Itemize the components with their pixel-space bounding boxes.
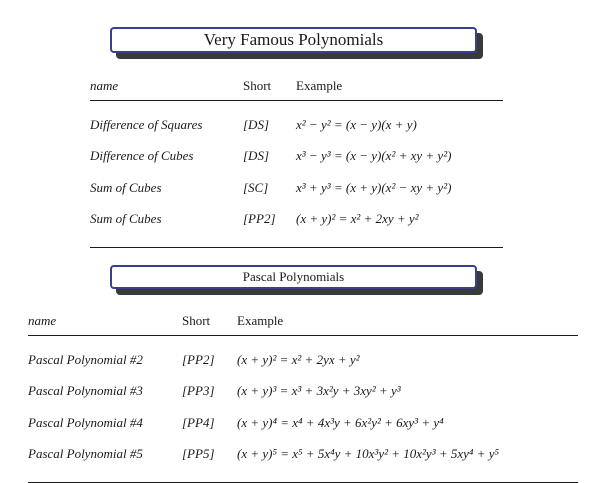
- row-short: [PP2]: [182, 351, 215, 367]
- table2-header-short: Short: [182, 313, 211, 328]
- row-name: Difference of Squares: [90, 116, 203, 132]
- row-short: [DS]: [243, 116, 270, 132]
- table-row: [28, 439, 578, 471]
- table-row: [90, 204, 503, 236]
- table2-header-row: [28, 311, 578, 336]
- row-example: x² − y² = (x − y)(x + y): [296, 116, 417, 132]
- row-short: [PP2]: [243, 211, 276, 227]
- row-example: (x + y)² = x² + 2xy + y²: [296, 211, 419, 227]
- row-name: Difference of Cubes: [90, 148, 194, 164]
- table2-spacer: [28, 336, 578, 345]
- row-example: (x + y)⁵ = x⁵ + 5x⁴y + 10x³y² + 10x²y³ + 5xy⁴ + y⁵: [237, 446, 499, 462]
- row-short: [DS]: [243, 148, 270, 164]
- table1-title-text: Very Famous Polynomials: [203, 30, 384, 49]
- row-name: Pascal Polynomial #2: [28, 351, 143, 367]
- row-short: [SC]: [243, 179, 269, 195]
- row-example: x³ − y³ = (x − y)(x² + xy + y²): [296, 148, 452, 164]
- table1-header-short: Short: [243, 78, 272, 93]
- table-row: [90, 141, 503, 173]
- row-example: (x + y)³ = x³ + 3x²y + 3xy² + y³: [237, 383, 401, 399]
- table2-header-name: name: [28, 313, 57, 328]
- row-example: (x + y)⁴ = x⁴ + 4x³y + 6x²y² + 6xy³ + y⁴: [237, 414, 444, 430]
- row-short: [PP4]: [182, 414, 215, 430]
- table1-spacer: [90, 101, 503, 110]
- table-row: [28, 376, 578, 408]
- row-short: [PP5]: [182, 446, 215, 462]
- pascal-polynomials-table: [28, 311, 578, 483]
- row-short: [PP3]: [182, 383, 215, 399]
- row-name: Pascal Polynomial #3: [28, 383, 143, 399]
- table2-header-example: Example: [237, 313, 284, 328]
- table-row: [28, 407, 578, 439]
- table2-title: [110, 265, 477, 289]
- table1-header-row: [90, 76, 503, 101]
- table1-header-example: Example: [296, 78, 343, 93]
- table1-header-name: name: [90, 78, 119, 93]
- row-name: Pascal Polynomial #4: [28, 414, 143, 430]
- row-name: Sum of Cubes: [90, 211, 162, 227]
- table-row: [90, 172, 503, 204]
- famous-polynomials-table: [90, 76, 503, 248]
- row-example: (x + y)² = x² + 2yx + y²: [237, 351, 360, 367]
- table-row: [90, 109, 503, 141]
- table2-title-text: Pascal Polynomials: [242, 269, 345, 284]
- table1-title: [110, 27, 477, 53]
- row-name: Sum of Cubes: [90, 179, 162, 195]
- row-name: Pascal Polynomial #5: [28, 446, 143, 462]
- table1-bottom-rule: [90, 235, 503, 248]
- table-row: [28, 344, 578, 376]
- row-example: x³ + y³ = (x + y)(x² − xy + y²): [296, 179, 452, 195]
